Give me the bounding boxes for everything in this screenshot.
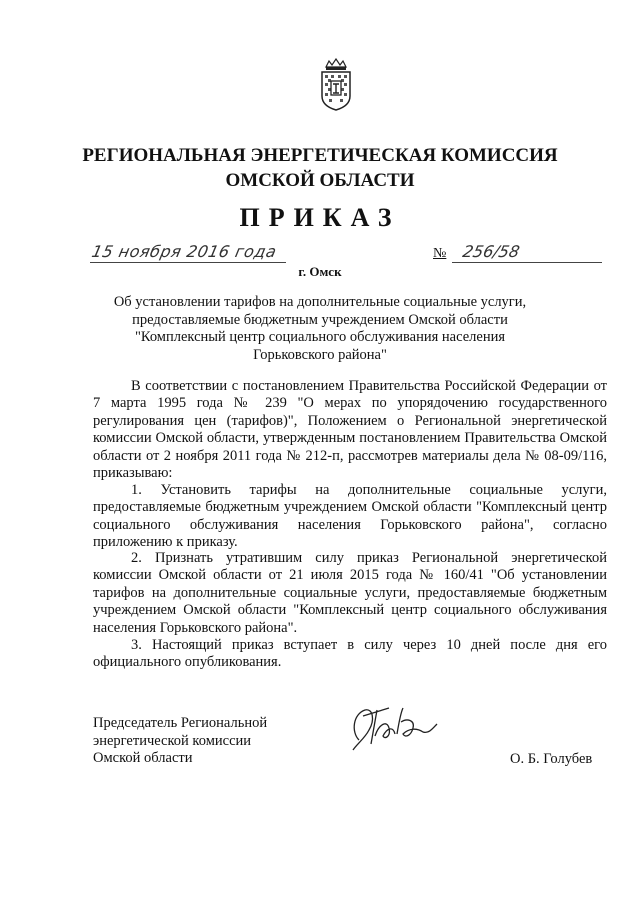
organization-region: ОМСКОЙ ОБЛАСТИ [225, 170, 415, 191]
position-line: энергетической комиссии [93, 732, 252, 749]
city: г. Омск [298, 264, 342, 279]
order-subject [100, 294, 540, 364]
order-item-3: 3. Настоящий приказ вступает в силу через 10 дней после дня его официального опубликования. [93, 637, 607, 671]
coat-of-arms-icon [319, 58, 353, 112]
subject-line: предоставляемые бюджетным учреждением Омской области [132, 311, 508, 328]
order-item-1: 1. Установить тарифы на дополнительные социальные услуги, предоставляемые бюджетным учреждением Омской области "Комплексный центр социального обслуживания населения Горьковского района", согласно приложению к приказу. [93, 482, 607, 551]
number-underline [452, 262, 602, 263]
signature-icon [345, 698, 440, 758]
subject-line: "Комплексный центр социального обслуживания населения [134, 329, 506, 345]
position-line: Председатель Региональной [93, 715, 268, 731]
subject-line: Горьковского района" [253, 346, 387, 363]
organization-name: РЕГИОНАЛЬНАЯ ЭНЕРГЕТИЧЕСКАЯ КОМИССИЯ [82, 145, 558, 166]
handwritten-number: 256/58 [460, 242, 522, 261]
position-line: Омской области [93, 750, 193, 766]
subject-line: Об установлении тарифов на дополнительные социальные услуги, [113, 294, 527, 310]
order-item-2: 2. Признать утратившим силу приказ Региональной энергетической комиссии Омской области от 21 июля 2015 года № 160/41 "Об установлении тарифов на дополнительные социальные услуги, предоставляемые бюджетным учреждением Омской области "Комплексный центр социального обслуживания населения Горьковского района". [93, 550, 607, 636]
preamble-paragraph: В соответствии с постановлением Правительства Российской Федерации от 7 марта 1995 года № 239 "О мерах по упорядочению государственного регулирования цен (тарифов)", Положением о Региональной энергетической комиссии Омской области, утвержденным постановлением Правительства Омской области от 2 ноября 2011 года № 212-п, рассмотрев материалы дела № 08-09/116, приказываю: [93, 378, 607, 482]
signatory-position [93, 715, 267, 768]
date-underline [90, 262, 286, 263]
handwritten-date: 15 ноября 2016 года [89, 242, 279, 261]
number-label: № [433, 246, 447, 261]
document-title: ПРИКАЗ [239, 203, 401, 232]
signatory-name: О. Б. Голубев [510, 751, 593, 767]
